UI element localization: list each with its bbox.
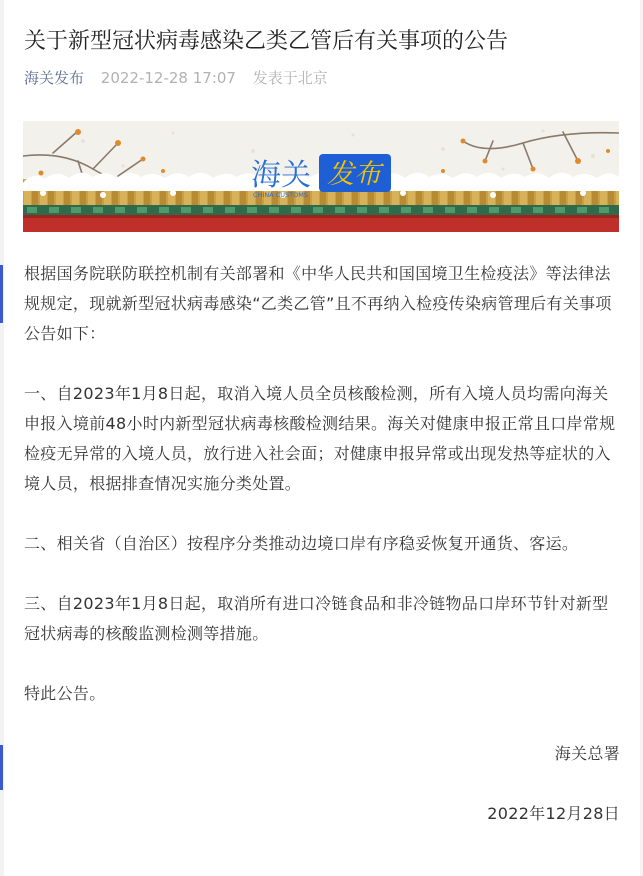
article-body xyxy=(24,259,620,829)
account-name-link[interactable]: 海关发布 xyxy=(24,69,85,87)
publish-badge-text: 发布 xyxy=(327,159,381,190)
closing-paragraph: 特此公告。 xyxy=(24,684,106,703)
customs-logo-text: 海关 xyxy=(251,158,311,193)
article-meta xyxy=(24,67,328,88)
left-edge-marker xyxy=(0,745,3,790)
banner-illustration xyxy=(23,121,619,232)
customs-logo-subtitle: CHINA CUSTOMS xyxy=(253,191,308,199)
signature: 海关总署 xyxy=(554,744,620,763)
publish-time: 2022-12-28 17:07 xyxy=(100,69,236,87)
item-1-paragraph: 一、自2023年1月8日起，取消入境人员全员核酸检测，所有入境人员均需向海关申报入境前48小时内新型冠状病毒核酸检测结果。海关对健康申报正常且口岸常规检疫无异常的入境人员，放行进入社会面；对健康申报异常或出现发热等症状的入境人员，根据排查情况实施分类处置。 xyxy=(24,384,616,493)
article-title: 关于新型冠状病毒感染乙类乙管后有关事项的公告 xyxy=(24,29,509,54)
left-edge-marker xyxy=(0,265,3,323)
header-banner xyxy=(23,121,619,232)
item-3-paragraph: 三、自2023年1月8日起，取消所有进口冷链食品和非冷链物品口岸环节针对新型冠状病毒的核酸监测检测等措施。 xyxy=(24,594,609,643)
item-2-paragraph: 二、相关省（自治区）按程序分类推动边境口岸有序稳妥恢复开通货、客运。 xyxy=(24,534,579,553)
publish-location: 发表于北京 xyxy=(252,69,328,87)
publish-date: 2022年12月28日 xyxy=(487,804,620,823)
intro-paragraph: 根据国务院联防联控机制有关部署和《中华人民共和国国境卫生检疫法》等法律法规规定，现就新型冠状病毒感染“乙类乙管”且不再纳入检疫传染病管理后有关事项公告如下： xyxy=(24,264,612,343)
